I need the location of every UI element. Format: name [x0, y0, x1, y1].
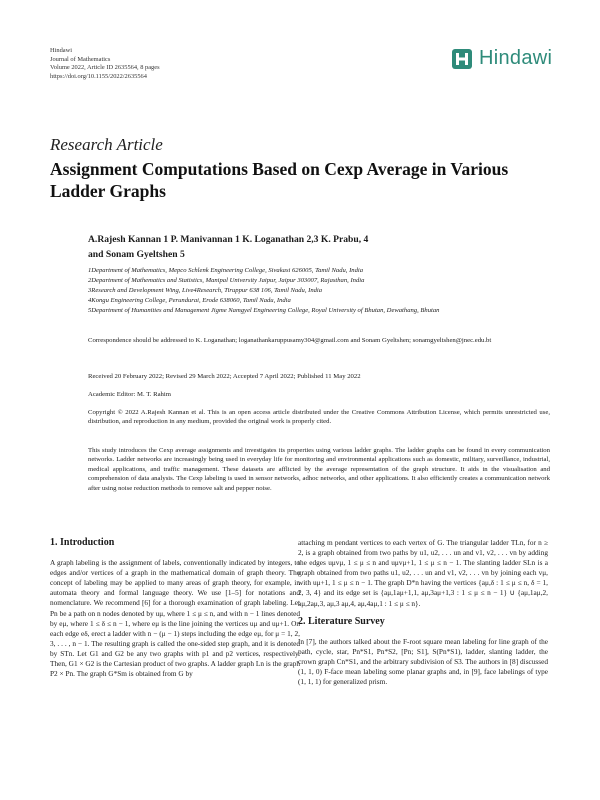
introduction-paragraph: A graph labeling is the assignment of labels, conventionally indicated by integers, to edges and/or vertices of a graph in the mathematical domain of graph theory. The concept of labeling may be applied to many areas of graph theory, for example, in automata theory and formal language theory. We use [1–5] for notations and nomenclature. We recommend [6] for a thorough examination of graph labeling. Let Pn be a path on n nodes denoted by uμ, where 1 ≤ μ ≤ n, and with n − 1 lines denoted by eμ, where 1 ≤ δ ≤ n − 1, where eμ is the line joining the vertices uμ and uμ+1. On each edge eδ, erect a ladder with n − (μ − 1) steps including the edge eμ, for μ = 1, 2, 3, . . . , n − 1. The resulting graph is called the one-sided step graph, and it is denoted by STn. Let G1 and G2 be any two graphs with p1 and p2 vertices, respectively. Then, G1 × G2 is the Cartesian product of two graphs. A ladder graph Ln is the graph P2 × Pn. The graph G*Sm is obtained from G by: [50, 558, 300, 679]
journal-info: [50, 47, 160, 81]
affiliation-4: 4Kongu Engineering College, Perundurai, Erode 638060, Tamil Nadu, India: [88, 296, 291, 304]
affiliation-2: 2Department of Mathematics and Statistics, Manipal University Jaipur, Jaipur 303007, Rajasthan, India: [88, 276, 365, 284]
abstract: This study introduces the Cexp average assignments and investigates its properties using various ladder graphs. The ladder graphs can be found in every communication networks. Ladder networks are increasingly being used in everyday life for monitoring and environmental applications such as domestic, military, surveillance, industrial, medical applications, and traffic management. These datasets are afflicted by the average representation of the graph structure. It aids in the visualisation and comprehension of data analysis. The Cexp labeling is used in sensor networks, adhoc networks, and other applications. It also efficiently creates a communication network after using noise reduction methods to remove salt and pepper noise.: [88, 447, 550, 492]
introduction-heading: 1. Introduction: [50, 537, 115, 548]
intro-continuation-paragraph: attaching m pendant vertices to each vertex of G. The triangular ladder TLn, for n ≥ 2, is a graph obtained from two paths by u1, u2, . . . un and v1, v2, . . . vn by adding the edges uμvμ, 1 ≤ μ ≤ n and uμvμ+1, 1 ≤ μ ≤ n − 1. The slanting ladder SLn is a graph obtained from two paths u1, u2, . . . un and v1, v2, . . . vn by joining each vμ, with uμ+1, 1 ≤ μ ≤ n − 1. The graph D*n having the vertices {aμ,δ : 1 ≤ μ ≤ n, δ = 1, 2, 3, 4} and its edge set is {aμ,1aμ+1,1, aμ,3aμ+1,3 : 1 ≤ μ ≤ n − 1} ∪ {aμ,1aμ,2, aμ,2aμ,3, aμ,3 aμ,4, aμ,4aμ,1 : 1 ≤ μ ≤ n}.: [298, 538, 548, 608]
academic-editor: Academic Editor: M. T. Rahim: [88, 391, 171, 398]
authors-line-2: and Sonam Gyeltshen 5: [88, 249, 185, 260]
hindawi-logo-text: Hindawi: [479, 47, 553, 69]
affiliation-3: 3Research and Development Wing, Live4Research, Tiruppur 638 106, Tamil Nadu, India: [88, 286, 323, 294]
hindawi-logo-icon: [451, 48, 473, 70]
left-column: [50, 538, 300, 679]
hindawi-logo[interactable]: [451, 47, 552, 70]
affiliation-5: 5Department of Humanities and Management Jigme Namgyel Engineering College, Royal University of Bhutan, Dewathang, Bhutan: [88, 306, 440, 314]
copyright-notice: Copyright © 2022 A.Rajesh Kannan et al. This is an open access article distributed under the Creative Commons Attribution License, which permits unrestricted use, distribution, and reproduction in any medium, provided the original work is properly cited.: [88, 409, 550, 426]
authors-line-1: A.Rajesh Kannan 1 P. Manivannan 1 K. Loganathan 2,3 K. Prabu, 4: [88, 234, 369, 245]
affiliations: [88, 266, 548, 316]
publisher-name: Hindawi: [50, 47, 73, 54]
journal-name: Journal of Mathematics: [50, 55, 111, 63]
article-type: Research Article: [50, 135, 163, 154]
author-list: [88, 232, 548, 262]
volume-info: Volume 2022, Article ID 2635564, 8 pages: [50, 64, 160, 72]
publication-dates: Received 20 February 2022; Revised 29 March 2022; Accepted 7 April 2022; Published 11 May 2022: [88, 373, 361, 380]
literature-survey-heading: 2. Literature Survey: [298, 615, 385, 627]
affiliation-1: 1Department of Mathematics, Mepco Schlenk Engineering College, Sivakasi 626005, Tamil Nadu, India: [88, 267, 364, 274]
right-column: [298, 538, 548, 687]
correspondence: Correspondence should be addressed to K. Loganathan; loganathankaruppusamy304@gmail.com and Sonam Gyeltshen; sonamgyeltshen@jnec.edu.bt: [88, 337, 492, 344]
doi-link[interactable]: https://doi.org/10.1155/2022/2635564: [50, 72, 147, 80]
literature-survey-paragraph: In [7], the authors talked about the F-root square mean labeling for line graph of the path, cycle, star, Pn*S1, Pn*S2, [Pn; S1], S(Pn*S1), ladder, slanting ladder, the crown graph Cn*S1, and the arbitrary subdivision of S3. The authors in [8] discussed (1, 1, 0) F-face mean labeling some planar graphs and, in [9], face labelings of type (1, 1, 1) for generalized prism.: [298, 636, 548, 687]
article-title: Assignment Computations Based on Cexp Average in Various Ladder Graphs: [50, 159, 509, 201]
